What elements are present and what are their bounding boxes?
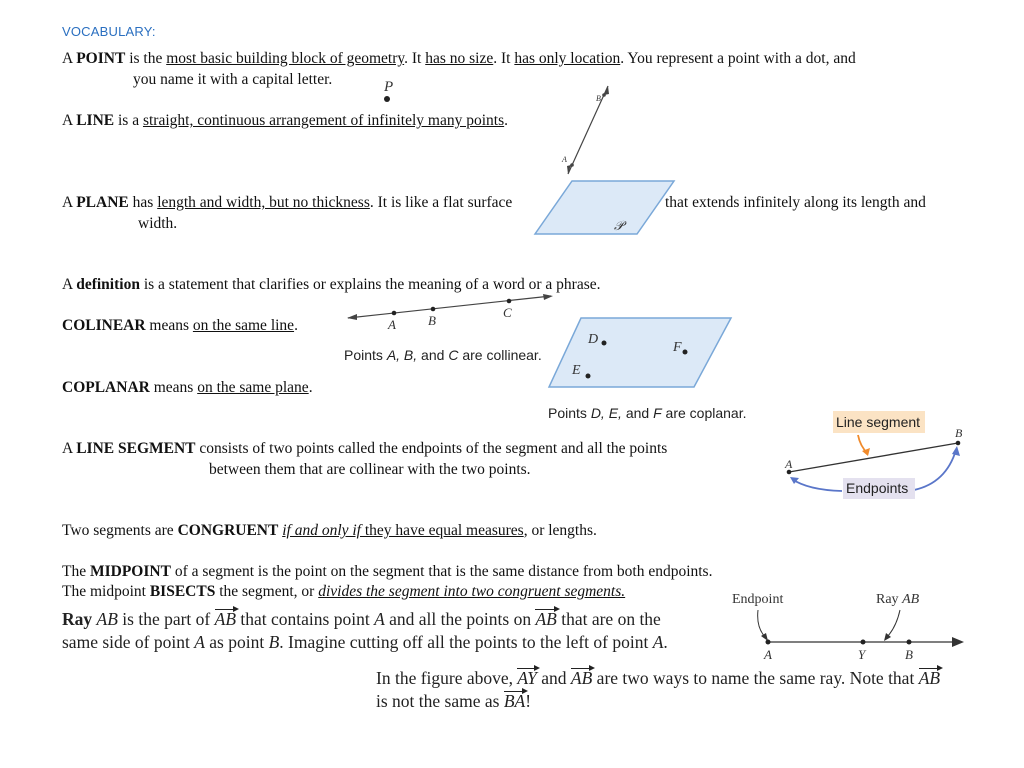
midpoint-definition xyxy=(62,561,712,582)
term-definition: definition xyxy=(76,276,140,293)
text: and xyxy=(536,668,571,688)
text: A xyxy=(62,50,77,67)
underlined-text: has no size xyxy=(425,50,494,67)
point-dot xyxy=(384,96,390,102)
point-f-dot xyxy=(683,350,688,355)
underlined-text: they have equal measures xyxy=(361,522,524,539)
underlined-text: length and width, but no thickness xyxy=(157,194,370,211)
segment-line xyxy=(789,443,958,472)
point-definition xyxy=(62,48,856,69)
text: ! xyxy=(525,691,532,711)
point-c-dot xyxy=(507,299,512,304)
text: The xyxy=(62,563,90,580)
plane-definition-line2: width. xyxy=(138,215,178,232)
segment-definition xyxy=(62,438,667,459)
point-f-label: F xyxy=(673,340,682,355)
point-b-dot xyxy=(956,441,961,446)
text: . It xyxy=(404,50,426,67)
text: as point xyxy=(204,632,269,652)
coplanar-caption xyxy=(548,405,746,421)
coplanar-figure xyxy=(548,317,768,423)
point-d-dot xyxy=(602,341,607,346)
text: Points xyxy=(548,405,591,421)
point-definition-line2: you name it with a capital letter. xyxy=(133,71,333,88)
term-line-segment: LINE SEGMENT xyxy=(76,440,196,457)
ray-pointer xyxy=(886,610,900,638)
ray-definition-line1 xyxy=(62,608,661,631)
point-b-dot xyxy=(907,640,912,645)
point-figure xyxy=(375,76,405,108)
point-a-dot xyxy=(766,640,771,645)
text: are coplanar. xyxy=(661,405,747,421)
ray-figure xyxy=(728,586,968,664)
text: In the figure above, xyxy=(376,668,518,688)
text: . xyxy=(663,632,668,652)
line-definition xyxy=(62,110,508,131)
text: Points xyxy=(344,347,387,363)
point-a-dot xyxy=(392,311,397,316)
point-b-dot xyxy=(431,307,436,312)
text: are two ways to name the same ray. Note that xyxy=(592,668,919,688)
text: . You represent a point with a dot, and xyxy=(620,50,856,67)
term-midpoint: MIDPOINT xyxy=(89,563,171,580)
point-a-label: A xyxy=(388,317,396,332)
text: and all the points on xyxy=(384,609,536,629)
arrowhead-icon xyxy=(952,446,960,456)
text: . xyxy=(294,317,298,334)
congruent-definition xyxy=(62,520,597,541)
arrowhead-icon xyxy=(347,314,357,320)
text: the segment, or xyxy=(215,583,319,600)
text: . Imagine cutting off all the points to the left of point xyxy=(279,632,653,652)
point-a-dot xyxy=(570,163,574,167)
text: AB xyxy=(96,609,118,629)
text: are collinear. xyxy=(458,347,542,363)
point-a-label: A xyxy=(785,457,793,471)
text: A xyxy=(62,276,77,293)
term-line: LINE xyxy=(76,112,115,129)
ray-ab-label xyxy=(876,592,920,607)
underlined-text: on the same line xyxy=(192,317,295,334)
ray-ba-symbol: BA xyxy=(503,691,526,711)
point-e-dot xyxy=(586,374,591,379)
point-a-label: A xyxy=(562,155,567,164)
text: is the part of xyxy=(117,609,215,629)
term-plane: PLANE xyxy=(76,194,129,211)
term-point: POINT xyxy=(76,50,126,67)
text: A xyxy=(374,609,385,629)
ray-note-line2 xyxy=(376,690,531,713)
ray-ab-symbol: AB xyxy=(570,668,593,688)
underlined-text: has only location xyxy=(514,50,621,67)
text: A xyxy=(62,440,77,457)
ray-note-line1 xyxy=(376,667,940,690)
text: A xyxy=(194,632,205,652)
text: , or lengths. xyxy=(523,522,597,539)
line-ab-symbol: AB xyxy=(214,609,237,629)
bisects-definition xyxy=(62,581,625,602)
arrow-blue-right xyxy=(914,450,956,490)
text: same side of point xyxy=(62,632,195,652)
text: AB xyxy=(902,592,920,607)
text: . It xyxy=(493,50,515,67)
text: B xyxy=(268,632,280,652)
text: has xyxy=(128,194,158,211)
text: of a segment is the point on the segment that is the same distance from both endpoints. xyxy=(170,563,713,580)
term-congruent: CONGRUENT xyxy=(177,522,279,539)
text: C xyxy=(448,347,459,363)
point-b-label: B xyxy=(905,647,913,662)
text: . xyxy=(504,112,509,129)
point-b-label: B xyxy=(955,426,963,440)
text: means xyxy=(145,317,193,334)
text: consists of two points called the endpoints of the segment and all the points xyxy=(195,440,668,457)
collinear-line xyxy=(348,296,551,318)
text: means xyxy=(149,379,198,396)
term-colinear: COLINEAR xyxy=(62,317,146,334)
endpoint-label: Endpoint xyxy=(732,592,784,607)
underlined-italic-text: divides the segment into two congruent segments. xyxy=(318,583,626,600)
ray-ab-symbol: AB xyxy=(918,668,941,688)
plane-definition xyxy=(62,192,512,213)
point-a-label: A xyxy=(764,647,772,662)
point-d-label: D xyxy=(588,332,599,347)
underlined-text: straight, continuous arrangement of infinitely many points xyxy=(142,112,505,129)
segment-definition-line2: between them that are collinear with the two points. xyxy=(209,461,531,478)
text: F xyxy=(653,405,662,421)
point-y-dot xyxy=(861,640,866,645)
coplanar-definition xyxy=(62,377,313,398)
segment-figure xyxy=(780,408,970,500)
point-label: P xyxy=(384,79,394,95)
point-b-dot xyxy=(602,93,606,97)
point-c-label: C xyxy=(503,305,512,320)
text: A xyxy=(652,632,664,652)
arrowhead-icon xyxy=(952,637,964,647)
plane-shape xyxy=(535,181,674,234)
text: D, E, xyxy=(590,405,622,421)
text: . xyxy=(308,379,313,396)
line-shape xyxy=(568,86,608,174)
text: is the xyxy=(125,50,167,67)
endpoints-label: Endpoints xyxy=(846,480,909,496)
line-ab-symbol: AB xyxy=(535,609,557,629)
arrowhead-icon xyxy=(543,294,553,300)
text: A xyxy=(62,194,77,211)
text: The midpoint xyxy=(62,583,150,600)
ray-definition-line2 xyxy=(62,631,668,654)
text: . It is like a flat surface xyxy=(369,194,513,211)
text: is a statement that clarifies or explains the meaning of a word or a phrase. xyxy=(139,276,601,293)
point-e-label: E xyxy=(572,363,581,378)
page-heading: VOCABULARY: xyxy=(62,24,156,39)
text: and xyxy=(417,347,449,363)
term-bisects: BISECTS xyxy=(149,583,216,600)
line-segment-label: Line segment xyxy=(836,414,921,430)
term-ray: Ray xyxy=(62,609,97,629)
colinear-definition xyxy=(62,315,298,336)
text: and xyxy=(621,405,654,421)
text: that contains point xyxy=(236,609,375,629)
collinear-caption xyxy=(344,347,542,363)
underlined-text: on the same plane xyxy=(197,379,309,396)
plane-figure xyxy=(534,180,676,236)
text: that are on the xyxy=(556,609,661,629)
underlined-text: most basic building block of geometry xyxy=(166,50,405,67)
text: A xyxy=(62,112,77,129)
underlined-italic-text: if and only if xyxy=(282,522,361,539)
arrow-blue-left xyxy=(792,479,842,491)
text: Ray xyxy=(876,592,903,607)
point-y-label: Y xyxy=(858,647,866,662)
plane-definition-tail: that extends infinitely along its length and xyxy=(665,194,926,211)
collinear-figure xyxy=(343,292,558,364)
text: is not the same as xyxy=(376,691,504,711)
ray-ay-symbol: AY xyxy=(517,668,537,688)
term-coplanar: COPLANAR xyxy=(62,379,150,396)
point-b-label: B xyxy=(428,313,436,328)
text: A, B, xyxy=(386,347,418,363)
point-b-label: B xyxy=(596,94,601,103)
text: is a xyxy=(114,112,143,129)
line-figure xyxy=(558,82,618,180)
text: Two segments are xyxy=(62,522,178,539)
plane-label: 𝒫 xyxy=(614,218,624,233)
